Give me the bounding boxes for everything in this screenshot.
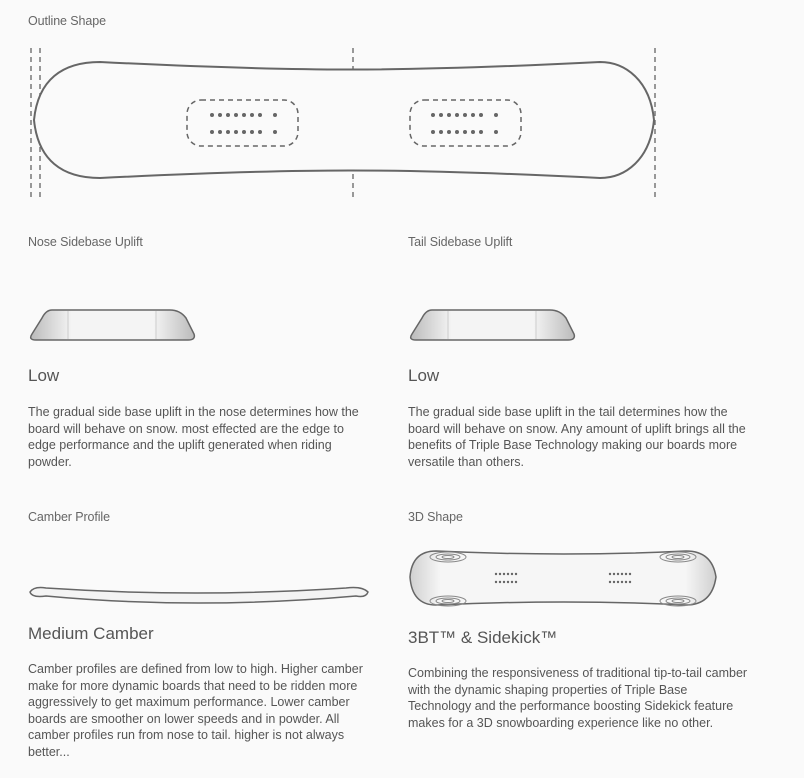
nose-uplift-description: The gradual side base uplift in the nose determines how the board will behave on snow. most effected are the edge to edge performance and the uplift generated when riding powder.	[28, 405, 359, 469]
tail-uplift-description: The gradual side base uplift in the tail determines how the board will behave on snow. Any amount of uplift brings all the benefits of Triple Base Technology making our boards more versatile than others.	[408, 405, 746, 469]
outline-shape-label: Outline Shape	[28, 14, 106, 28]
tail-uplift-label: Tail Sidebase Uplift	[408, 235, 513, 249]
shape-3d-label: 3D Shape	[408, 510, 463, 524]
shape-3d-description: Combining the responsiveness of traditional tip-to-tail camber with the dynamic shaping properties of Triple Base Technology and the performance boosting Sidekick feature makes for a 3D snowboarding experience like no other.	[408, 666, 748, 730]
nose-uplift-label: Nose Sidebase Uplift	[28, 235, 143, 249]
camber-profile-diagram	[26, 582, 376, 612]
tail-uplift-level: Low	[408, 366, 440, 385]
tail-uplift-diagram	[408, 308, 578, 348]
camber-profile-level: Medium Camber	[28, 624, 154, 643]
outline-shape-diagram	[0, 0, 804, 210]
board-outline	[34, 62, 654, 178]
shape-3d-diagram	[406, 545, 726, 615]
shape-3d-level: 3BT™ & Sidekick™	[408, 628, 558, 647]
camber-profile-description: Camber profiles are defined from low to high. Higher camber make for more dynamic boards that need to be ridden more aggressively to get maximum performance. Lower camber boards are smoother on lower speeds and in powder. All camber profiles run from nose to tail. higher is not always better...	[28, 662, 363, 759]
camber-profile-label: Camber Profile	[28, 510, 110, 524]
nose-uplift-level: Low	[28, 366, 60, 385]
nose-uplift-diagram	[28, 308, 198, 348]
